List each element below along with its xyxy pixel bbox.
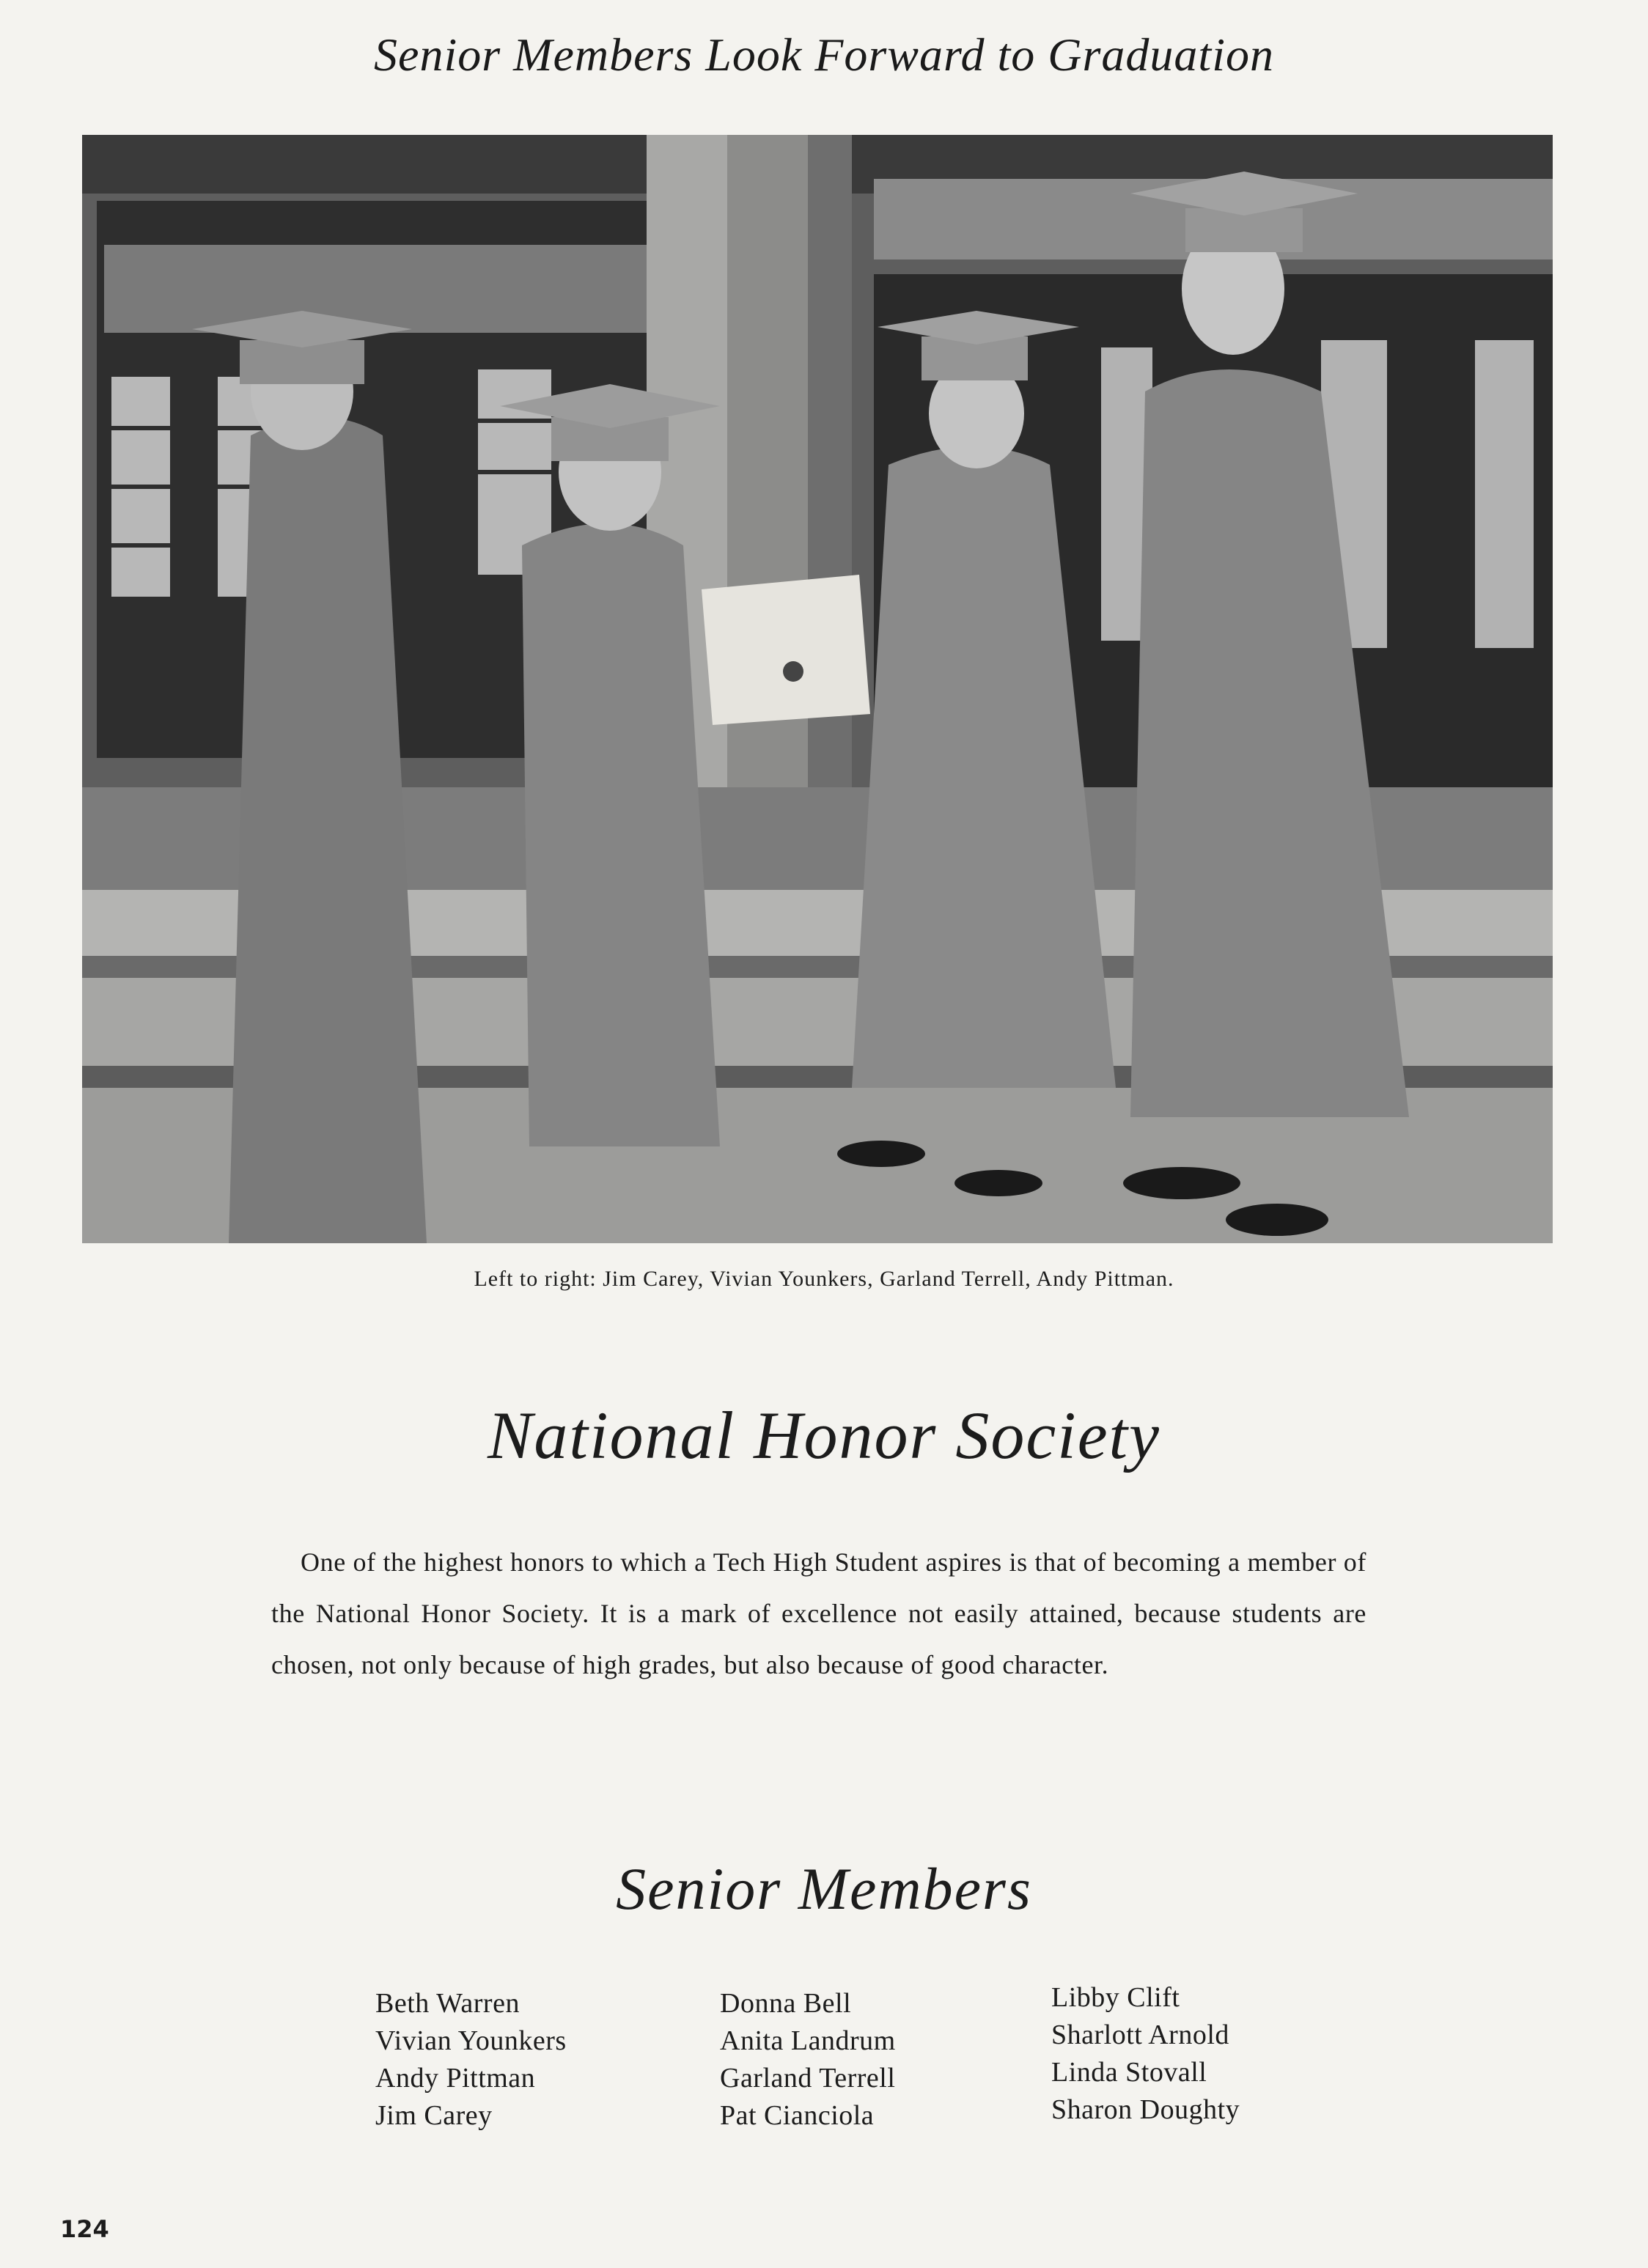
member-name: Anita Landrum: [720, 2025, 896, 2056]
member-name: Sharlott Arnold: [1051, 2020, 1229, 2050]
members-column-1: [375, 1985, 567, 2135]
member-name: Vivian Younkers: [375, 2025, 567, 2056]
page-number: 124: [60, 2215, 109, 2243]
member-name: Jim Carey: [375, 2100, 493, 2131]
member-name: Pat Cianciola: [720, 2100, 875, 2131]
members-column-3: [1051, 1979, 1240, 2129]
member-name: Libby Clift: [1051, 1982, 1180, 2013]
member-name: Linda Stovall: [1051, 2057, 1207, 2088]
member-name: Beth Warren: [375, 1988, 520, 2019]
graduation-photo: [82, 135, 1553, 1243]
member-name: Garland Terrell: [720, 2063, 896, 2094]
section-heading: National Honor Society: [488, 1398, 1160, 1473]
photo-caption: Left to right: Jim Carey, Vivian Younkers, Garland Terrell, Andy Pittman.: [474, 1267, 1174, 1291]
body-paragraph: One of the highest honors to which a Tech High Student aspires is that of becoming a member of the National Honor Society. It is a mark of excellence not easily attained, because students are chosen, not only because of high grades, but also because of good character.: [271, 1547, 1366, 1679]
member-name: Sharon Doughty: [1051, 2094, 1240, 2125]
page-title: Senior Members Look Forward to Graduation: [374, 29, 1274, 81]
members-heading: Senior Members: [616, 1855, 1032, 1922]
members-column-2: [720, 1985, 896, 2135]
member-name: Andy Pittman: [375, 2063, 536, 2094]
member-name: Donna Bell: [720, 1988, 852, 2019]
